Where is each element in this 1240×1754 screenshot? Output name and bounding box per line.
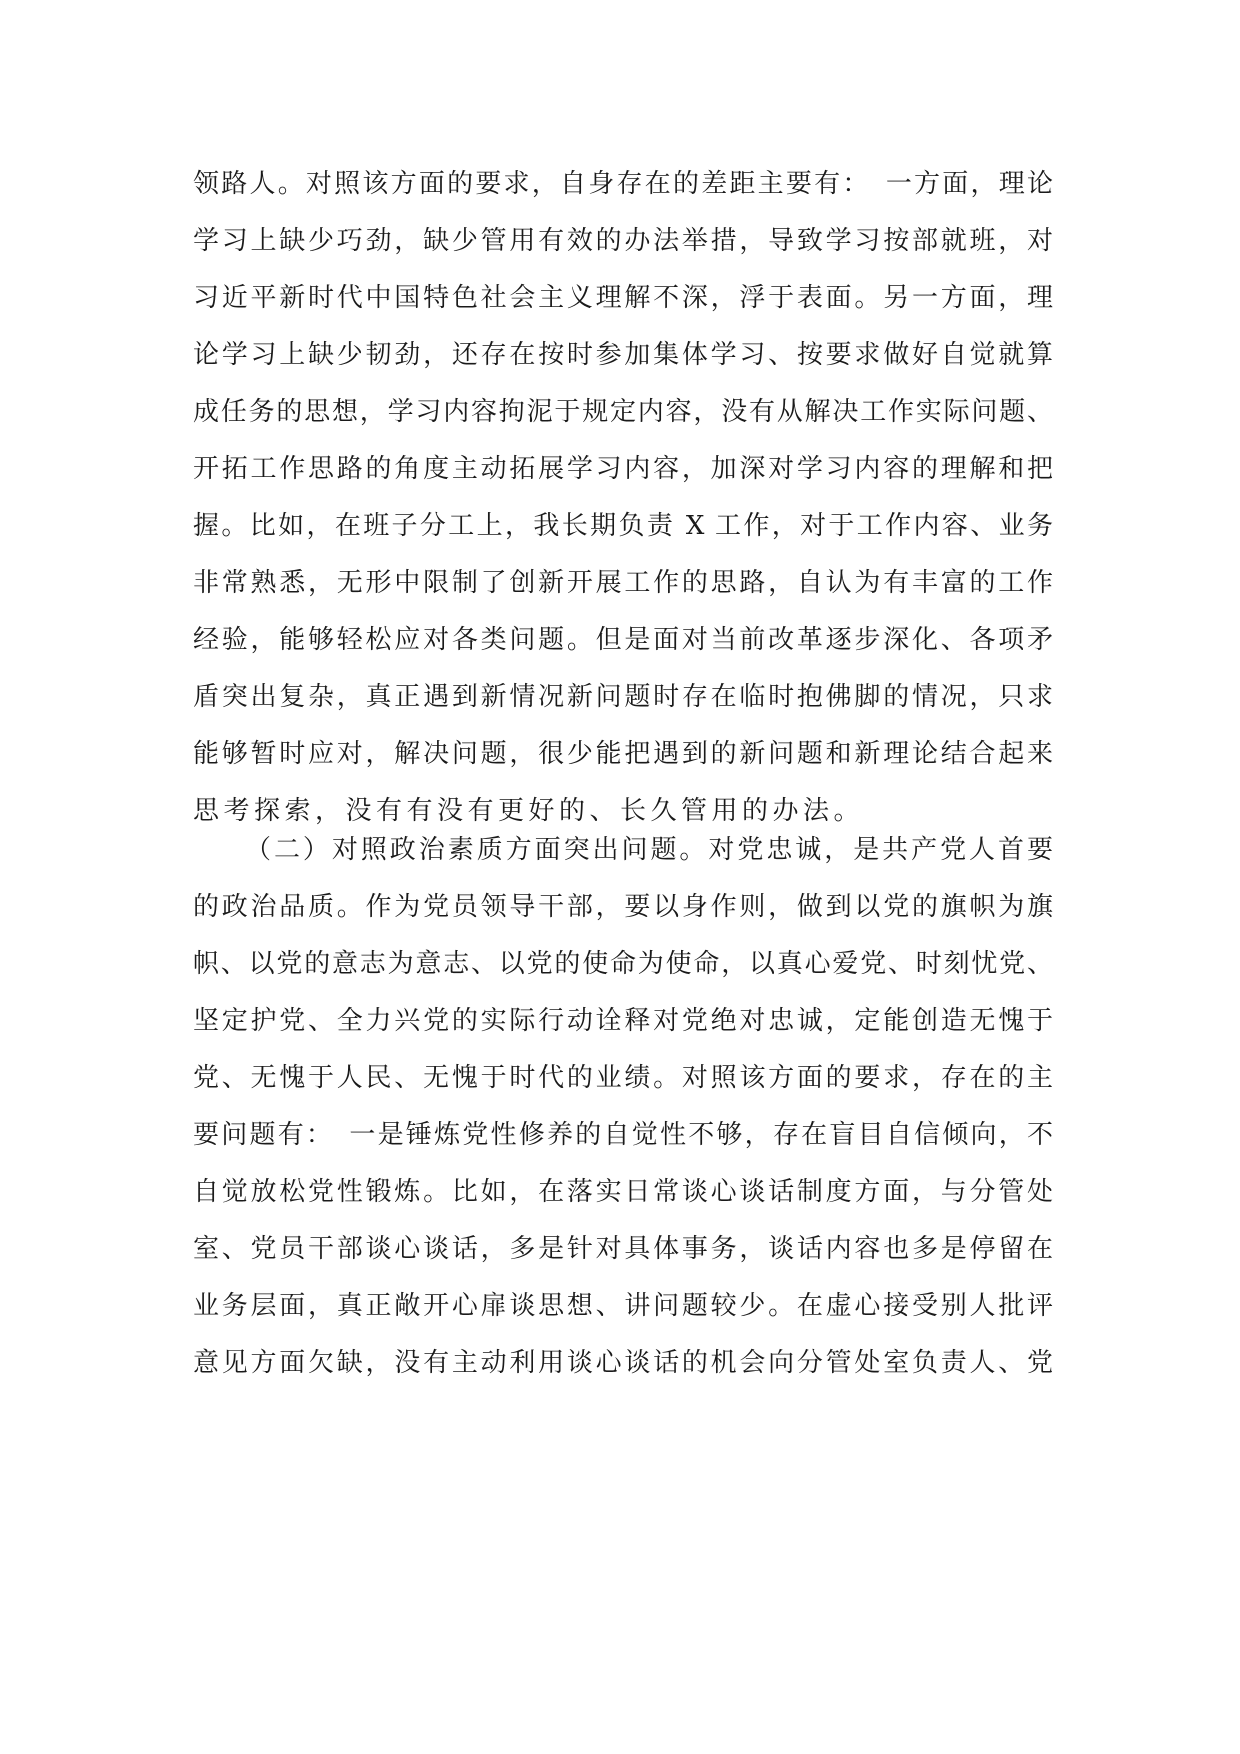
text-line: 要问题有： 一是锤炼党性修养的自觉性不够，存在盲目自信倾向，不 [193,1120,1053,1150]
text-line: 自觉放松党性锻炼。比如，在落实日常谈心谈话制度方面，与分管处 [193,1177,1053,1207]
text-line: 帜、以党的意志为意志、以党的使命为使命，以真心爱党、时刻忧党、 [193,949,1053,979]
section-heading-line: （二）对照政治素质方面突出问题。对党忠诚，是共产党人首要 [245,835,1053,865]
text-line: 非常熟悉，无形中限制了创新开展工作的思路，自认为有丰富的工作 [193,568,1053,598]
text-line: 成任务的思想，学习内容拘泥于规定内容，没有从解决工作实际问题、 [193,397,1053,427]
text-line: 论学习上缺少韧劲，还存在按时参加集体学习、按要求做好自觉就算 [193,340,1053,370]
paragraph-2 [193,822,1053,1392]
text-line: 习近平新时代中国特色社会主义理解不深，浮于表面。另一方面，理 [193,283,1053,313]
text-line: 盾突出复杂，真正遇到新情况新问题时存在临时抱佛脚的情况，只求 [193,682,1053,712]
text-line: 坚定护党、全力兴党的实际行动诠释对党绝对忠诚，定能创造无愧于 [193,1006,1053,1036]
text-line: 握。比如，在班子分工上，我长期负责 X 工作，对于工作内容、业务 [193,511,1053,541]
text-line: 经验，能够轻松应对各类问题。但是面对当前改革逐步深化、各项矛 [193,625,1053,655]
text-line: 的政治品质。作为党员领导干部，要以身作则，做到以党的旗帜为旗 [193,892,1053,922]
text-line: 领路人。对照该方面的要求，自身存在的差距主要有： 一方面，理论 [193,169,1053,199]
text-line: 业务层面，真正敞开心扉谈思想、讲问题较少。在虚心接受别人批评 [193,1291,1053,1321]
text-line: 党、无愧于人民、无愧于时代的业绩。对照该方面的要求，存在的主 [193,1063,1053,1093]
text-line: 学习上缺少巧劲，缺少管用有效的办法举措，导致学习按部就班，对 [193,226,1053,256]
text-line: 室、党员干部谈心谈话，多是针对具体事务，谈话内容也多是停留在 [193,1234,1053,1264]
text-line: 能够暂时应对，解决问题，很少能把遇到的新问题和新理论结合起来 [193,739,1053,769]
paragraph-1 [193,156,1053,840]
text-line: 意见方面欠缺，没有主动利用谈心谈话的机会向分管处室负责人、党 [193,1348,1053,1378]
text-line: 开拓工作思路的角度主动拓展学习内容，加深对学习内容的理解和把 [193,454,1053,484]
text-line: 思考探索，没有有没有更好的、长久管用的办法。 [193,796,865,826]
